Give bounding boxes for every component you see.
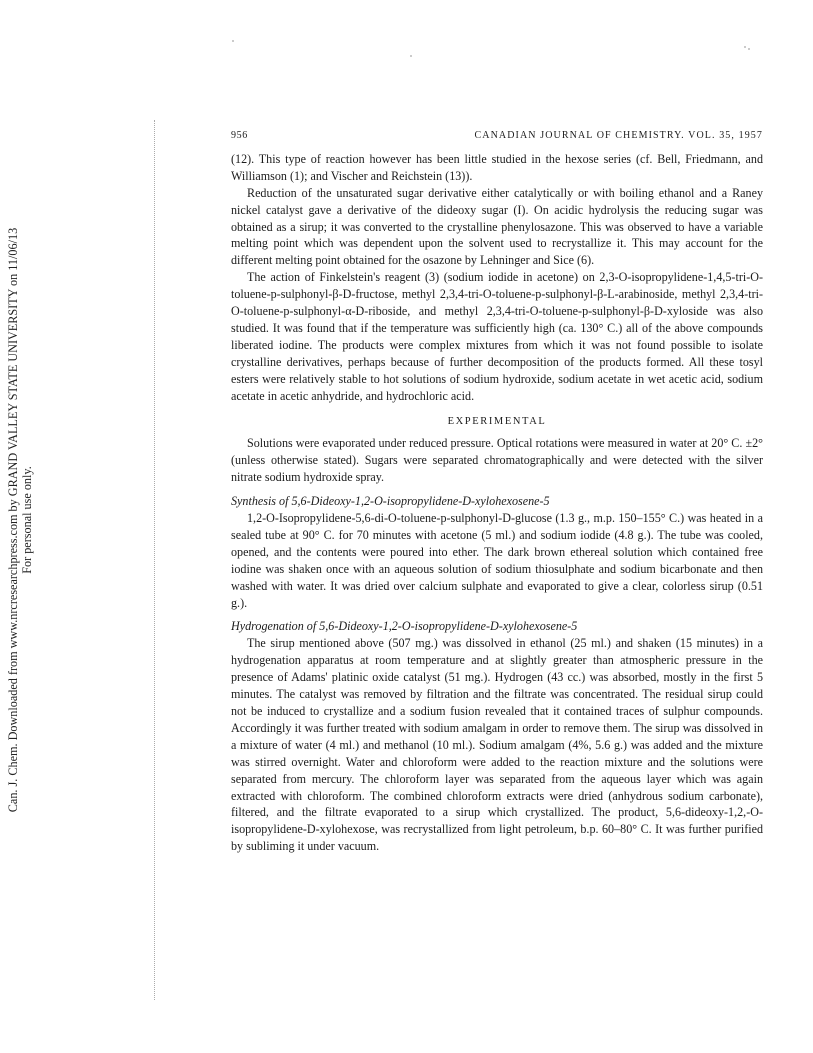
scan-speck: [232, 40, 234, 42]
watermark-line-1: Can. J. Chem. Downloaded from www.nrcresearchpress.com by GRAND VALLEY STATE UNIVERSITY on 11/06/13: [6, 227, 20, 813]
scan-speck: [410, 55, 412, 57]
synthesis-paragraph: 1,2-O-Isopropylidene-5,6-di-O-toluene-p-sulphonyl-D-glucose (1.3 g., m.p. 150–155° C.) was heated in a sealed tube at 90° C. for 70 minutes with acetone (5 ml.) and sodium iodide (4.8 g.). The tube was cooled, opened, and the contents were poured into ether. The dark brown ethereal solution which contained free iodine was shaken once with an aqueous solution of sodium thiosulphate and sodium bicarbonate and then washed with water. It was dried over calcium sulphate and evaporated to give a clear, colorless sirup (0.51 g.).: [231, 511, 763, 610]
subheading-synthesis: Synthesis of 5,6-Dideoxy-1,2-O-isopropylidene-D-xylohexosene-5: [231, 494, 550, 509]
section-heading-experimental: EXPERIMENTAL: [447, 415, 547, 427]
body-paragraph-2: Reduction of the unsaturated sugar derivative either catalytically or with boiling ethanol and a Raney nickel catalyst gave a derivative of the dideoxy sugar (I). On acidic hydrolysis the reducing sugar was obtained as a sirup; it was converted to the crystalline phenylosazone. This was observed to have a variable melting point which was dependent upon the solvent used to recrystallize it. This may account for the different melting point obtained for the osazone by Lehninger and Sice (6).: [231, 185, 763, 268]
scan-margin-line: [154, 120, 155, 1000]
journal-title: CANADIAN JOURNAL OF CHEMISTRY. VOL. 35, 1957: [474, 130, 763, 141]
body-paragraph-1: (12). This type of reaction however has been little studied in the hexose series (cf. Bell, Friedmann, and Williamson (1); and Vischer and Reichstein (13)).: [231, 151, 763, 183]
journal-page: [231, 128, 763, 855]
subheading-hydrogenation: Hydrogenation of 5,6-Dideoxy-1,2-O-isopropylidene-D-xylohexosene-5: [231, 619, 578, 634]
scan-speck: [744, 46, 746, 48]
download-watermark: [6, 200, 36, 840]
download-watermark-text: [6, 200, 36, 840]
scan-speck: [748, 48, 750, 50]
running-head: [231, 128, 763, 145]
experimental-intro: Solutions were evaporated under reduced pressure. Optical rotations were measured in water at 20° C. ±2° (unless otherwise stated). Sugars were separated chromatographically and were detected with the silver nitrate sodium hydroxide spray.: [231, 436, 763, 485]
hydrogenation-paragraph: The sirup mentioned above (507 mg.) was dissolved in ethanol (25 ml.) and shaken (15 minutes) in a hydrogenation apparatus at room temperature and at slightly greater than atmospheric pressure in the presence of Adams' platinic oxide catalyst (51 mg.). Hydrogen (43 cc.) was absorbed, mostly in the first 5 minutes. The catalyst was removed by filtration and the filtrate was concentrated. The residual sirup could not be induced to crystallize and a sodium fusion revealed that it contained traces of sulphur compounds. Accordingly it was further treated with sodium amalgam in order to remove them. The sirup was dissolved in a mixture of water (4 ml.) and methanol (10 ml.). Sodium amalgam (4%, 5.6 g.) was added and the mixture was stirred overnight. Water and chloroform were added to the reaction mixture and the solutions were separated from mercury. The chloroform layer was separated from the aqueous layer which was again extracted with chloroform. The combined chloroform extracts were dried (anhydrous sodium carbonate), filtered, and the filtrate evaporated to a sirup which crystallized. The product, 5,6-dideoxy-1,2,-O-isopropylidene-D-xylohexose, was recrystallized from light petroleum, b.p. 60–80° C. It was further purified by subliming it under vacuum.: [231, 636, 763, 854]
body-paragraph-3: The action of Finkelstein's reagent (3) (sodium iodide in acetone) on 2,3-O-isopropylidene-1,4,5-tri-O-toluene-p-sulphonyl-β-D-fructose, methyl 2,3,4-tri-O-toluene-p-sulphonyl-β-L-arabinoside, methyl 2,3,4-tri-O-toluene-p-sulphonyl-α-D-riboside, and methyl 2,3,4-tri-O-toluene-p-sulphonyl-β-D-xyloside was also studied. It was found that if the temperature was sufficiently high (ca. 130° C.) all of the above compounds liberated iodine. The products were complex mixtures from which it was not found possible to isolate crystalline derivatives, perhaps because of further decomposition of the products formed. All these tosyl esters were relatively stable to hot solutions of sodium hydroxide, sodium acetate in wet acetic acid, sodium acetate in acetic anhydride, and hydrochloric acid.: [231, 270, 763, 403]
page-number: 956: [231, 130, 248, 141]
watermark-line-2: For personal use only.: [20, 466, 34, 574]
